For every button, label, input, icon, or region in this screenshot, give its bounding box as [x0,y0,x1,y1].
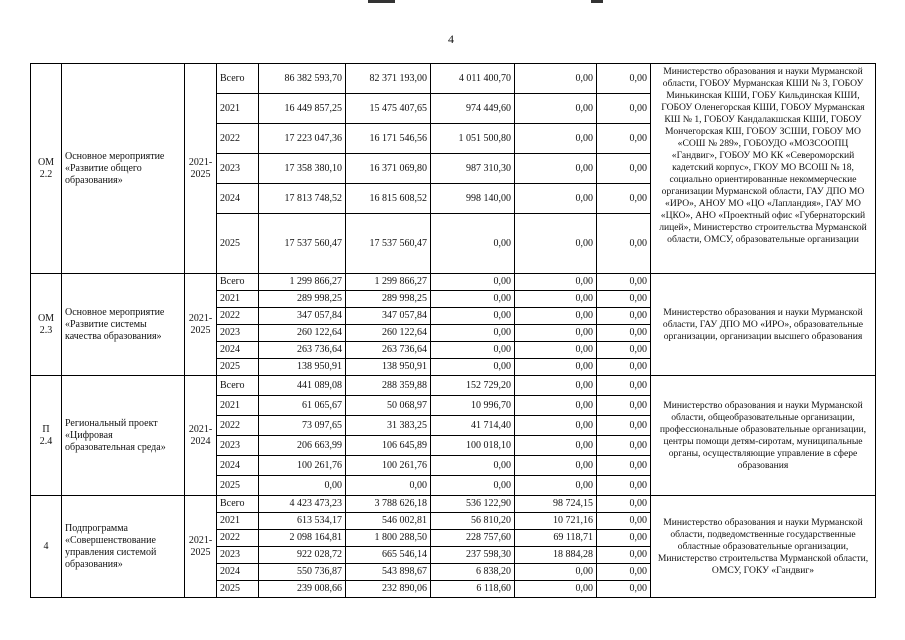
amount-cell: 0,00 [597,154,651,184]
amount-cell: 998 140,00 [431,184,515,214]
amount-cell: 0,00 [431,325,515,342]
amount-cell: 50 068,97 [346,396,431,416]
item-name-cell: Региональный проект «Цифровая образовательная среда» [62,376,185,496]
amount-cell: 10 721,16 [515,513,597,530]
amount-cell: 0,00 [431,291,515,308]
amount-cell: 0,00 [515,64,597,94]
amount-cell: 138 950,91 [346,359,431,376]
budget-table [30,63,876,598]
amount-cell: 0,00 [515,376,597,396]
amount-cell: 1 299 866,27 [346,274,431,291]
year-cell: 2022 [217,530,259,547]
total-amount-cell: 260 122,64 [259,325,346,342]
amount-cell: 260 122,64 [346,325,431,342]
total-amount-cell: 17 813 748,52 [259,184,346,214]
amount-cell: 0,00 [515,308,597,325]
year-cell: Всего [217,496,259,513]
responsible-executors-cell: Министерство образования и науки Мурманской области, подведомственные государственные областные образовательные организации, Министерство строительства Мурманской области, ОМСУ, ГОКУ «Гандвиг» [651,496,876,598]
amount-cell: 546 002,81 [346,513,431,530]
amount-cell: 0,00 [597,214,651,274]
amount-cell: 0,00 [597,547,651,564]
amount-cell: 18 884,28 [515,547,597,564]
amount-cell: 0,00 [597,416,651,436]
top-mark-left [368,0,395,3]
amount-cell: 0,00 [515,359,597,376]
amount-cell: 228 757,60 [431,530,515,547]
amount-cell: 237 598,30 [431,547,515,564]
amount-cell: 0,00 [431,476,515,496]
amount-cell: 0,00 [431,274,515,291]
item-name-cell: Основное мероприятие «Развитие системы качества образования» [62,274,185,376]
amount-cell: 6 118,60 [431,581,515,598]
item-name-cell: Основное мероприятие «Развитие общего образования» [62,64,185,274]
year-cell: 2022 [217,124,259,154]
amount-cell: 41 714,40 [431,416,515,436]
year-cell: 2024 [217,342,259,359]
amount-cell: 0,00 [597,376,651,396]
amount-cell: 0,00 [597,359,651,376]
amount-cell: 0,00 [346,476,431,496]
year-cell: 2021 [217,291,259,308]
amount-cell: 232 890,06 [346,581,431,598]
amount-cell: 0,00 [597,530,651,547]
amount-cell: 15 475 407,65 [346,94,431,124]
amount-cell: 263 736,64 [346,342,431,359]
top-mark-right [591,0,603,3]
amount-cell: 1 051 500,80 [431,124,515,154]
amount-cell: 347 057,84 [346,308,431,325]
amount-cell: 665 546,14 [346,547,431,564]
amount-cell: 289 998,25 [346,291,431,308]
total-amount-cell: 0,00 [259,476,346,496]
year-cell: Всего [217,376,259,396]
year-cell: 2022 [217,308,259,325]
amount-cell: 0,00 [597,274,651,291]
amount-cell: 152 729,20 [431,376,515,396]
amount-cell: 16 371 069,80 [346,154,431,184]
total-amount-cell: 263 736,64 [259,342,346,359]
year-cell: Всего [217,64,259,94]
amount-cell: 6 838,20 [431,564,515,581]
total-amount-cell: 613 534,17 [259,513,346,530]
amount-cell: 543 898,67 [346,564,431,581]
amount-cell: 0,00 [597,436,651,456]
amount-cell: 82 371 193,00 [346,64,431,94]
total-amount-cell: 4 423 473,23 [259,496,346,513]
year-cell: 2025 [217,476,259,496]
page-number: 4 [448,32,454,46]
amount-cell: 0,00 [431,308,515,325]
total-amount-cell: 1 299 866,27 [259,274,346,291]
amount-cell: 0,00 [515,416,597,436]
item-code-cell: П 2.4 [31,376,62,496]
item-period-cell: 2021- 2025 [185,274,217,376]
amount-cell: 0,00 [597,184,651,214]
year-cell: 2023 [217,325,259,342]
amount-cell: 0,00 [515,342,597,359]
amount-cell: 0,00 [597,94,651,124]
responsible-executors-cell: Министерство образования и науки Мурманской области, общеобразовательные организации, профессиональные образовательные организации, центры помощи детям-сиротам, муниципальные органы, осуществляющие управление в сфере образования [651,376,876,496]
amount-cell: 0,00 [597,564,651,581]
total-amount-cell: 550 736,87 [259,564,346,581]
year-cell: 2021 [217,94,259,124]
amount-cell: 10 996,70 [431,396,515,416]
amount-cell: 100 018,10 [431,436,515,456]
amount-cell: 0,00 [515,436,597,456]
amount-cell: 0,00 [515,581,597,598]
table-row [31,496,876,513]
year-cell: 2023 [217,436,259,456]
item-period-cell: 2021- 2025 [185,64,217,274]
year-cell: 2025 [217,581,259,598]
amount-cell: 17 537 560,47 [346,214,431,274]
item-period-cell: 2021- 2024 [185,376,217,496]
amount-cell: 0,00 [597,325,651,342]
year-cell: 2024 [217,564,259,581]
amount-cell: 0,00 [431,214,515,274]
item-period-cell: 2021- 2025 [185,496,217,598]
total-amount-cell: 289 998,25 [259,291,346,308]
amount-cell: 0,00 [597,396,651,416]
year-cell: 2024 [217,184,259,214]
responsible-executors-cell: Министерство образования и науки Мурманской области, ГАУ ДПО МО «ИРО», образовательные организации, организации высшего образования [651,274,876,376]
item-name-cell: Подпрограмма «Совершенствование управления системой образования» [62,496,185,598]
amount-cell: 0,00 [597,291,651,308]
year-cell: 2024 [217,456,259,476]
amount-cell: 987 310,30 [431,154,515,184]
amount-cell: 16 815 608,52 [346,184,431,214]
total-amount-cell: 206 663,99 [259,436,346,456]
amount-cell: 0,00 [597,342,651,359]
year-cell: 2022 [217,416,259,436]
total-amount-cell: 17 537 560,47 [259,214,346,274]
amount-cell: 0,00 [515,456,597,476]
amount-cell: 0,00 [515,214,597,274]
amount-cell: 0,00 [597,581,651,598]
year-cell: 2021 [217,513,259,530]
amount-cell: 0,00 [597,476,651,496]
amount-cell: 0,00 [431,342,515,359]
amount-cell: 0,00 [431,359,515,376]
amount-cell: 288 359,88 [346,376,431,396]
total-amount-cell: 86 382 593,70 [259,64,346,94]
total-amount-cell: 17 223 047,36 [259,124,346,154]
amount-cell: 0,00 [597,496,651,513]
table-row [31,274,876,291]
amount-cell: 0,00 [515,564,597,581]
table-row [31,376,876,396]
amount-cell: 0,00 [515,124,597,154]
amount-cell: 4 011 400,70 [431,64,515,94]
amount-cell: 0,00 [515,476,597,496]
year-cell: 2023 [217,547,259,564]
total-amount-cell: 138 950,91 [259,359,346,376]
table-row [31,64,876,94]
amount-cell: 536 122,90 [431,496,515,513]
total-amount-cell: 441 089,08 [259,376,346,396]
total-amount-cell: 61 065,67 [259,396,346,416]
amount-cell: 0,00 [597,124,651,154]
total-amount-cell: 73 097,65 [259,416,346,436]
amount-cell: 0,00 [515,154,597,184]
amount-cell: 0,00 [431,456,515,476]
amount-cell: 0,00 [515,94,597,124]
responsible-executors-cell: Министерство образования и науки Мурманской области, ГОБОУ Мурманская КШИ № 3, ГОБОУ Минькинская КШИ, ГОБУ Кильдинская КШИ, ГОБОУ Оленегорская КШИ, ГОБОУ Мурманская КШ № 1, ГОБОУ Кандалакшская КШИ, ГОБОУ Мончегорская КШ, ГОБОУ ЗСШИ, ГОБОУ МО «СОШ № 289», ГОБОУДО «МОЗСООПЦ «Гандвиг», ГОБОУ МО КК «Североморский кадетский корпус», ГКОУ МО ВСОШ № 18, социально ориентированные некоммерческие организации Мурманской области, ГАУ ДПО МО «ИРО», АНОУ МО «ЦО «Лапландия», ГАУ МО «ЦКО», АНО «Проектный офис «Губернаторский лицей», Министерство строительства Мурманской области, ОМСУ, образовательные организации [651,64,876,274]
amount-cell: 0,00 [515,291,597,308]
amount-cell: 0,00 [515,274,597,291]
item-code-cell: ОМ 2.2 [31,64,62,274]
item-code-cell: ОМ 2.3 [31,274,62,376]
amount-cell: 0,00 [597,513,651,530]
year-cell: Всего [217,274,259,291]
amount-cell: 0,00 [597,64,651,94]
amount-cell: 98 724,15 [515,496,597,513]
amount-cell: 69 118,71 [515,530,597,547]
amount-cell: 1 800 288,50 [346,530,431,547]
amount-cell: 0,00 [515,325,597,342]
amount-cell: 0,00 [597,456,651,476]
amount-cell: 3 788 626,18 [346,496,431,513]
total-amount-cell: 239 008,66 [259,581,346,598]
amount-cell: 56 810,20 [431,513,515,530]
year-cell: 2025 [217,214,259,274]
amount-cell: 16 171 546,56 [346,124,431,154]
amount-cell: 100 261,76 [346,456,431,476]
total-amount-cell: 17 358 380,10 [259,154,346,184]
amount-cell: 0,00 [515,396,597,416]
total-amount-cell: 922 028,72 [259,547,346,564]
amount-cell: 974 449,60 [431,94,515,124]
total-amount-cell: 100 261,76 [259,456,346,476]
amount-cell: 31 383,25 [346,416,431,436]
total-amount-cell: 347 057,84 [259,308,346,325]
total-amount-cell: 16 449 857,25 [259,94,346,124]
amount-cell: 106 645,89 [346,436,431,456]
year-cell: 2025 [217,359,259,376]
amount-cell: 0,00 [597,308,651,325]
year-cell: 2023 [217,154,259,184]
total-amount-cell: 2 098 164,81 [259,530,346,547]
year-cell: 2021 [217,396,259,416]
item-code-cell: 4 [31,496,62,598]
amount-cell: 0,00 [515,184,597,214]
